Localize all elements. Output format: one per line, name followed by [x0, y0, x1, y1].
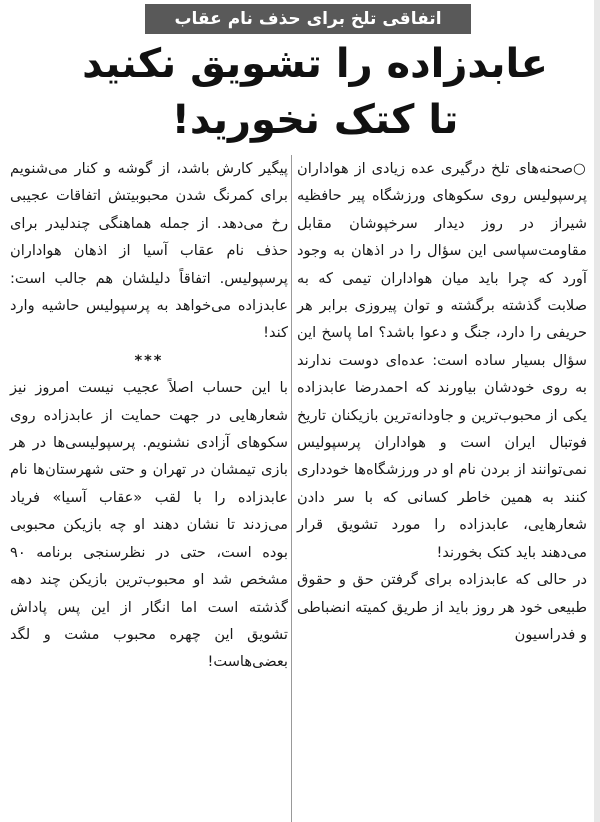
column-right-paragraph-1-text: صحنه‌های تلخ درگیری عده زیادی از هواداران پرسپولیس روی سکوهای ورزشگاه پیر حافظیه شیراز در روز دیدار سرخپوشان مقابل مقاومت‌سپاسی این سؤال را در اذهان به وجود آورد که چرا باید میان هواداران تیمی که به صلابت گذشته برگشته و توان پیروزی برابر هر حریفی را دارد، جنگ و دعوا باشد؟ اما پاسخ این سؤال بسیار ساده است: عده‌ای دوست ندارند به روی خودشان بیاورند که احمدرضا عابدزاده یکی از محبوب‌ترین و جاودانه‌ترین بازیکنان تاریخ فوتبال ایران است و هواداران پرسپولیس نمی‌توانند از بردن نام او در ورزشگاه‌ها خودداری کنند به همین خاطر کسانی که با سر دادن شعارهایی، عابدزاده را مورد تشویق قرار می‌دهند باید کتک بخورند!	[297, 160, 587, 561]
headline-line-1: عابدزاده را تشویق نکنید	[82, 41, 548, 87]
article-kicker: اتفاقی تلخ برای حذف نام عقاب	[145, 4, 471, 34]
bullet-circle-icon: ○	[573, 160, 588, 177]
section-separator: ***	[134, 351, 164, 369]
column-right-paragraph-2: در حالی که عابدزاده برای گرفتن حق و حقوق طبیعی خود هر روز باید از طریق کمیته انضباطی و فدراسیون	[297, 571, 587, 643]
article-headline	[60, 36, 570, 148]
column-right-paragraph-1	[297, 155, 587, 566]
headline-line-2: تا کتک نخورید!	[171, 97, 459, 143]
column-left-paragraph-2: با این حساب اصلاً عجیب نیست امروز نیز شعارهایی در جهت حمایت از عابدزاده روی سکوهای آزادی نشنویم. پرسپولیسی‌ها در هر بازی تیمشان در تهران و حتی شهرستان‌ها نام عابدزاده را با لقب «عقاب آسیا» فریاد می‌زدند تا نشان دهند او چه بازیکن محبوبی بوده است، حتی در نظرسنجی برنامه ۹۰ مشخص شد او محبوب‌ترین بازیکن چند دهه گذشته است اما انگار از این پس پاداش تشویق این چهره محبوب مشت و لگد بعضی‌هاست!	[10, 379, 288, 671]
column-divider	[291, 155, 292, 822]
page-edge	[594, 0, 600, 822]
article-column-right	[297, 155, 587, 648]
article-column-left	[10, 155, 288, 676]
column-left-paragraph-1: پیگیر کارش باشد، از گوشه و کنار می‌شنویم برای کمرنگ شدن محبوبیتش اتفاقات عجیبی رخ می‌دهد. از جمله هماهنگی چندلیدر برای حذف نام عقاب آسیا از اذهان هواداران پرسپولیس. اتفاقاً دلیلشان هم جالب است: عابدزاده می‌خواهد به پرسپولیس حاشیه وارد کند!	[10, 160, 288, 342]
